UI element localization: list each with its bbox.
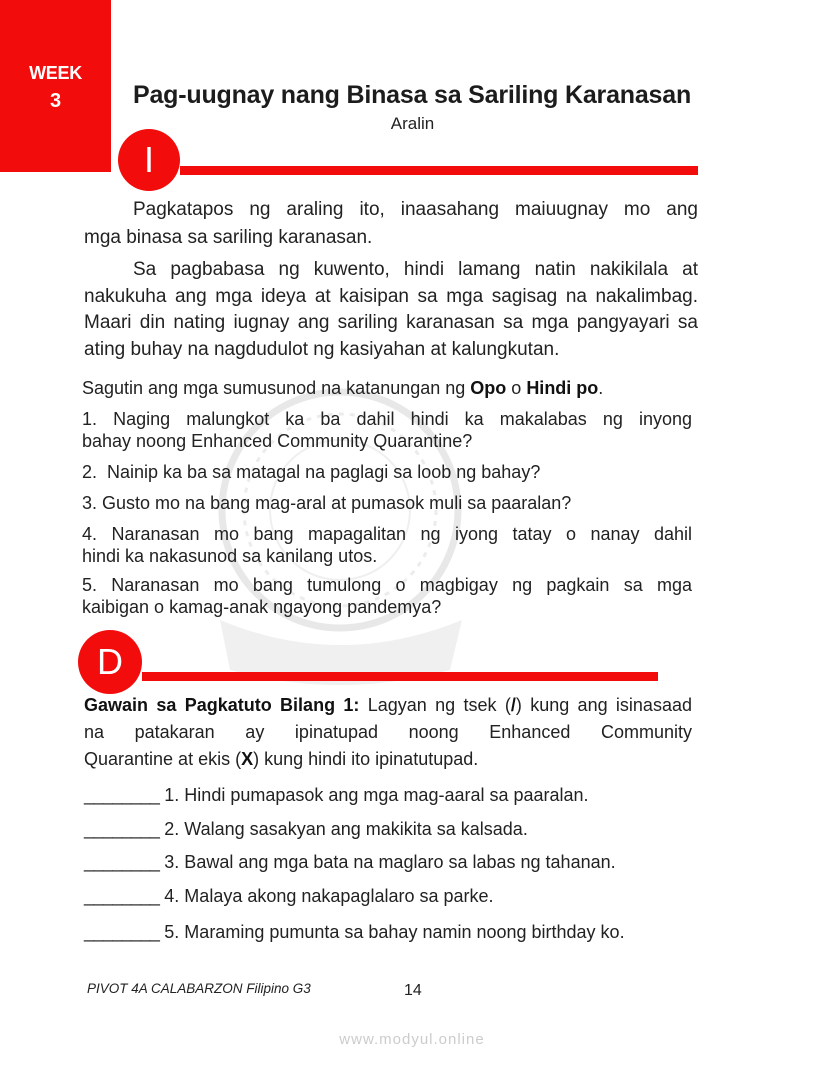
week-number: 3: [49, 90, 62, 112]
activity-text: ) kung ang isinasaad: [515, 695, 692, 715]
instruction-text: o: [506, 378, 527, 398]
question-item: 1. Naging malungkot ka ba dahil hindi ka makalabas ng inyong: [82, 409, 692, 429]
activity-item-text: 2. Walang sasakyan ang makikita sa kalsada.: [164, 819, 528, 839]
question-instruction: [82, 377, 692, 399]
activity-item-text: 4. Malaya akong nakapaglalaro sa parke.: [164, 886, 494, 906]
section-d-badge: [78, 630, 142, 694]
answer-yes: Opo: [470, 378, 507, 398]
answer-blank: ________: [84, 922, 160, 942]
activity-item-text: 1. Hindi pumapasok ang mga mag-aaral sa paaralan.: [164, 785, 589, 805]
answer-blank: ________: [84, 886, 160, 906]
instruction-text: Sagutin ang mga sumusunod na katanungan ng: [82, 378, 471, 398]
activity-title: Gawain sa Pagkatuto Bilang 1:: [84, 695, 360, 715]
footer-source: PIVOT 4A CALABARZON Filipino G3: [87, 981, 311, 996]
activity-item: [84, 783, 692, 807]
activity-instruction-line: [84, 747, 692, 771]
activity-text: Lagyan ng tsek (: [359, 695, 511, 715]
activity-item: [84, 884, 692, 908]
activity-item: [84, 920, 692, 944]
answer-blank: ________: [84, 852, 160, 872]
activity-item-text: 3. Bawal ang mga bata na maglaro sa labas ng tahanan.: [164, 852, 616, 872]
activity-item: [84, 817, 692, 841]
paragraph-line: Pagkatapos ng araling ito, inaasahang maiuugnay mo ang: [133, 199, 698, 220]
section-d-divider: [142, 672, 658, 681]
question-item: 3. Gusto mo na bang mag-aral at pumasok muli sa paaralan?: [82, 493, 572, 513]
week-label: WEEK: [29, 63, 82, 83]
lesson-title: Pag-uugnay nang Binasa sa Sariling Karanasan: [133, 81, 692, 109]
question-item: 5. Naranasan mo bang tumulong o magbigay ng pagkain sa mga: [82, 575, 692, 595]
activity-item-text: 5. Maraming pumunta sa bahay namin noong birthday ko.: [164, 922, 625, 942]
answer-blank: ________: [84, 819, 160, 839]
instruction-text: .: [598, 378, 604, 398]
paragraph-line: Maari din nating iugnay ang sariling karanasan sa mga pangyayari sa: [84, 312, 698, 333]
section-d-letter: D: [97, 641, 123, 682]
check-symbol: /: [510, 695, 516, 715]
week-badge: [0, 0, 111, 172]
question-item: bahay noong Enhanced Community Quarantine?: [82, 431, 473, 451]
section-i-divider: [180, 166, 698, 175]
section-i-letter: I: [143, 139, 154, 180]
watermark-text: www.modyul.online: [339, 1031, 485, 1048]
section-i-badge: [118, 129, 180, 191]
activity-text: ) kung hindi ito ipinatutupad.: [253, 749, 479, 769]
lesson-subtitle: Aralin: [390, 114, 435, 133]
paragraph-line: ating buhay na nagdudulot ng kasiyahan at kalungkutan.: [84, 339, 560, 360]
paragraph-line: nakukuha ang mga ideya at kaisipan sa mga sagisag na nakalimbag.: [84, 286, 698, 307]
paragraph-line: mga binasa sa sariling karanasan.: [84, 227, 373, 248]
activity-instruction-line: na patakaran ay ipinatupad noong Enhanced Community: [84, 722, 692, 742]
activity-instruction-line: [84, 693, 692, 717]
question-item: kaibigan o kamag-anak ngayong pandemya?: [82, 597, 442, 617]
activity-text: Quarantine at ekis (: [84, 749, 242, 769]
question-item: 4. Naranasan mo bang mapagalitan ng iyong tatay o nanay dahil: [82, 524, 692, 544]
x-symbol: X: [241, 749, 254, 769]
paragraph-line: Sa pagbabasa ng kuwento, hindi lamang natin nakikilala at: [133, 259, 698, 280]
activity-item: [84, 850, 692, 874]
question-item: hindi ka nakasunod sa kanilang utos.: [82, 546, 378, 566]
answer-blank: ________: [84, 785, 160, 805]
page-number: 14: [404, 982, 422, 999]
answer-no: Hindi po: [526, 378, 599, 398]
question-item: 2. Nainip ka ba sa matagal na paglagi sa loob ng bahay?: [82, 462, 541, 482]
